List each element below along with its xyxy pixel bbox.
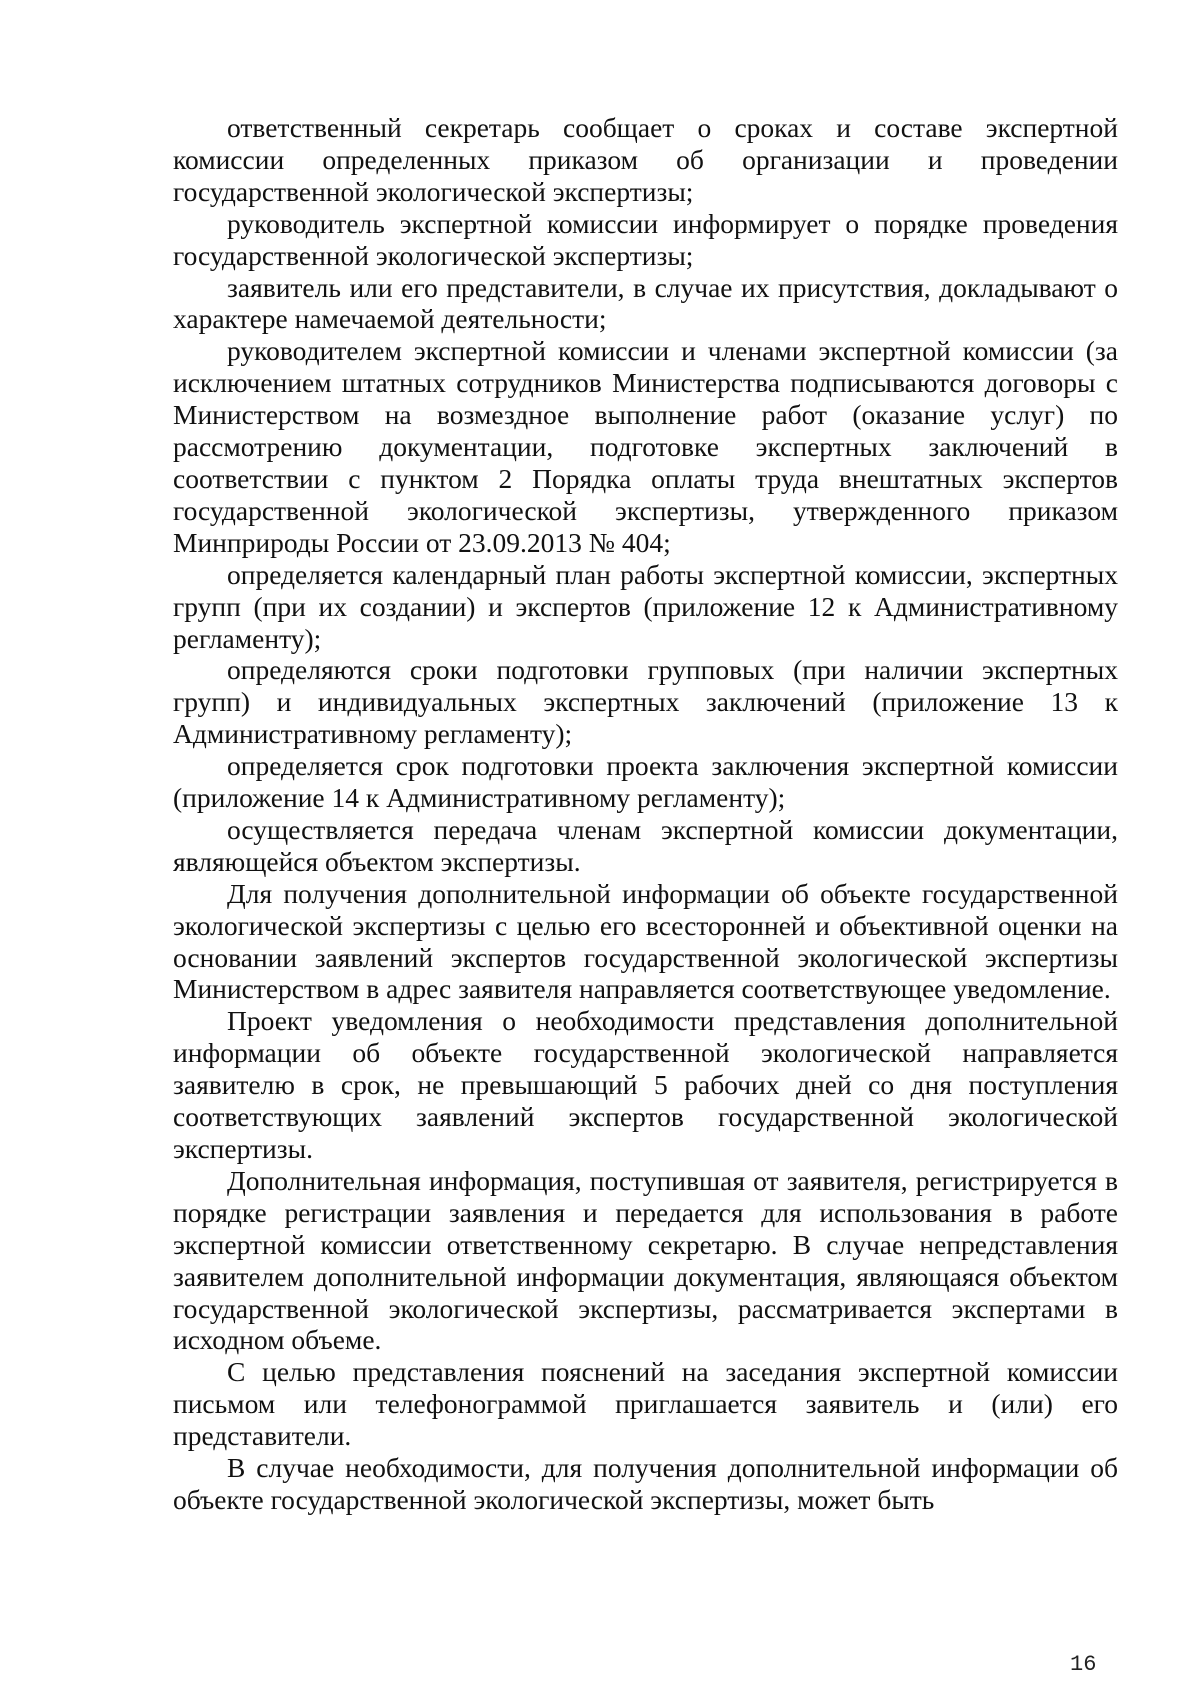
paragraph-commission-head: руководитель экспертной комиссии информирует о порядке проведения государственной экологической экспертизы; xyxy=(173,207,1118,271)
paragraph-invitation: С целью представления пояснений на заседания экспертной комиссии письмом или телефонограммой приглашается заявитель и (или) его представители. xyxy=(173,1356,1118,1452)
paragraph-necessity: В случае необходимости, для получения дополнительной информации об объекте государственной экологической экспертизы, может быть xyxy=(173,1452,1118,1515)
document-body xyxy=(173,112,1118,1516)
paragraph-secretary: ответственный секретарь сообщает о сроках и составе экспертной комиссии определенных приказом об организации и проведении государственной экологической экспертизы; xyxy=(173,112,1118,207)
paragraph-documentation-transfer: осуществляется передача членам экспертной комиссии документации, являющейся объектом экспертизы. xyxy=(173,813,1118,877)
paragraph-group-conclusions: определяются сроки подготовки групповых (при наличии экспертных групп) и индивидуальных экспертных заключений (приложение 13 к Административному регламенту); xyxy=(173,654,1118,750)
paragraph-notification-draft: Проект уведомления о необходимости представления дополнительной информации об объекте государственной экологической направляется заявителю в срок, не превышающий 5 рабочих дней со дня поступления соответствующих заявлений экспертов государственной экологической экспертизы. xyxy=(173,1005,1118,1164)
paragraph-contracts: руководителем экспертной комиссии и членами экспертной комиссии (за исключением штатных сотрудников Министерства подписываются договоры с Министерством на возмездное выполнение работ (оказание услуг) по рассмотрению документации, подготовке экспертных заключений в соответствии с пунктом 2 Порядка оплаты труда внештатных экспертов государственной экологической экспертизы, утвержденного приказом Минприроды России от 23.09.2013 № 404; xyxy=(173,335,1118,558)
paragraph-calendar-plan: определяется календарный план работы экспертной комиссии, экспертных групп (при их создании) и экспертов (приложение 12 к Административному регламенту); xyxy=(173,558,1118,654)
page-number: 16 xyxy=(1070,1652,1097,1677)
paragraph-additional-info: Для получения дополнительной информации об объекте государственной экологической экспертизы с целью его всесторонней и объективной оценки на основании заявлений экспертов государственной экологической экспертизы Министерством в адрес заявителя направляется соответствующее уведомление. xyxy=(173,877,1118,1005)
paragraph-registration: Дополнительная информация, поступившая от заявителя, регистрируется в порядке регистрации заявления и передается для использования в работе экспертной комиссии ответственному секретарю. В случае непредставления заявителем дополнительной информации документация, являющаяся объектом государственной экологической экспертизы, рассматривается экспертами в исходном объеме. xyxy=(173,1164,1118,1356)
paragraph-draft-conclusion: определяется срок подготовки проекта заключения экспертной комиссии (приложение 14 к Административному регламенту); xyxy=(173,750,1118,814)
paragraph-applicant-report: заявитель или его представители, в случае их присутствия, докладывают о характере намечаемой деятельности; xyxy=(173,271,1118,335)
